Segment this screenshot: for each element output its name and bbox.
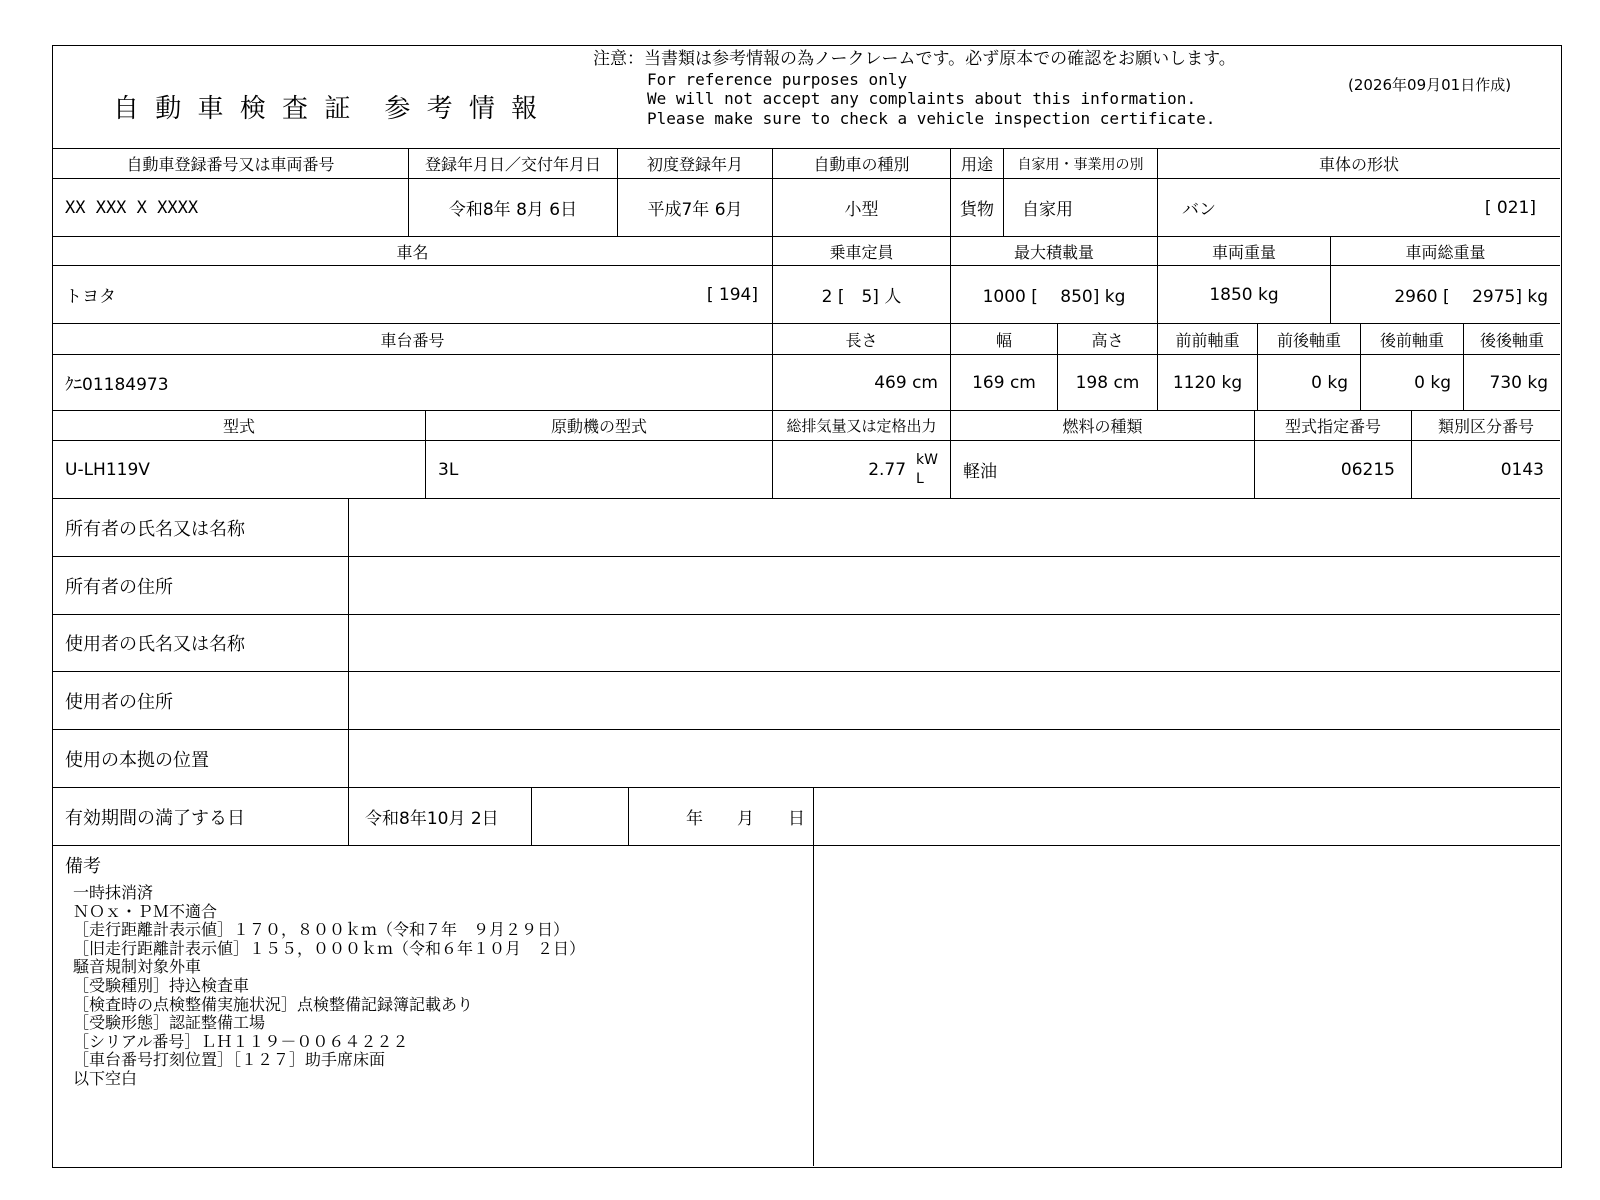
label-weight: 車両重量 [1158,237,1331,266]
max-load: 1000 [ 850] kg [951,266,1158,324]
expiry-ymd: 年 月 日 [629,788,814,846]
length: 469 cm [773,355,951,411]
remarks-right-blank [814,846,1560,1166]
remarks-line: ［検査時の点検整備実施状況］点検整備記録簿記載あり [73,994,474,1014]
owner-name-value [349,499,1560,557]
label-owner-name: 所有者の氏名又は名称 [53,499,349,557]
label-capacity: 乗車定員 [773,237,951,266]
body-shape-name: バン [1182,200,1216,220]
label-rf-axle: 後前軸重 [1361,324,1464,355]
reg-number: XX XXX X XXXX [53,179,409,237]
rf-axle: 0 kg [1361,355,1464,411]
displacement-value: 2.77 [868,459,907,480]
remarks-list [73,884,585,1089]
remarks-line: 騒音規制対象外車 [73,957,202,977]
unit-l: L [916,470,924,487]
remarks-line: 一時抹消済 [73,883,154,902]
car-name [53,266,773,324]
vehicle-type: 小型 [773,179,951,237]
created-date: (2026年09月01日作成) [1348,76,1512,94]
label-first-reg: 初度登録年月 [618,149,773,179]
model: U-LH119V [53,441,426,499]
label-engine: 原動機の型式 [426,411,773,441]
label-owner-address: 所有者の住所 [53,557,349,615]
body-shape-code: [ 021] [1484,197,1536,218]
expiry-date: 令和8年10月 2日 [349,788,532,846]
header-block [53,46,1560,149]
label-body-shape: 車体の形状 [1158,149,1560,179]
chassis-number: ｸﾆ01184973 [53,355,773,411]
body-shape [1158,179,1560,237]
width: 169 cm [951,355,1058,411]
unit-kw: kW [916,451,938,468]
rr-axle: 730 kg [1464,355,1560,411]
remarks-block [53,846,814,1166]
height: 198 cm [1058,355,1158,411]
remarks-line: 以下空白 [73,1068,138,1088]
user-name-value [349,615,1560,672]
displacement-unit [916,451,938,489]
displacement [773,441,951,499]
label-fr-axle: 前後軸重 [1258,324,1361,355]
label-car-name: 車名 [53,237,773,266]
label-chassis: 車台番号 [53,324,773,355]
engine-model: 3L [426,441,773,499]
remarks-line: ＮＯｘ・ＰＭ不適合 [73,901,218,921]
label-max-load: 最大積載量 [951,237,1158,266]
fuel-type: 軽油 [951,441,1255,499]
model-designation-number: 06215 [1255,441,1412,499]
label-category: 類別区分番号 [1412,411,1560,441]
label-private-business: 自家用・事業用の別 [1004,149,1158,179]
label-length: 長さ [773,324,951,355]
notice-english-1: For reference purposes only [647,69,908,89]
notice-block [593,50,1236,128]
remarks-line: ［旧走行距離計表示値］１５５，０００ｋｍ（令和６年１０月 ２日） [73,938,586,958]
remarks-line: ［受験形態］認証整備工場 [73,1013,266,1033]
car-name-code: [ 194] [706,284,758,305]
expiry-extra [814,788,1560,846]
label-model-designation: 型式指定番号 [1255,411,1412,441]
label-user-address: 使用者の住所 [53,672,349,730]
label-width: 幅 [951,324,1058,355]
base-location-value [349,730,1560,788]
remarks-title: 備考 [65,856,101,877]
user-address-value [349,672,1560,730]
remarks-line: ［受験種別］持込検査車 [73,975,250,995]
notice-english-2: We will not accept any complaints about this information. [647,89,1197,108]
capacity: 2 [ 5] 人 [773,266,951,324]
label-base-location: 使用の本拠の位置 [53,730,349,788]
private-business: 自家用 [1004,179,1158,237]
label-rr-axle: 後後軸重 [1464,324,1560,355]
notice-japanese: 注意：当書類は参考情報の為ノークレームです。必ず原本での確認をお願いします。 [593,49,1236,69]
remarks-line: ［走行距離計表示値］１７０，８００ｋｍ（令和７年 ９月２９日） [73,920,570,940]
owner-address-value [349,557,1560,615]
reg-date: 令和8年 8月 6日 [409,179,618,237]
category-number: 0143 [1412,441,1560,499]
label-ff-axle: 前前軸重 [1158,324,1258,355]
label-expiry: 有効期間の満了する日 [53,788,349,846]
first-reg: 平成7年 6月 [618,179,773,237]
label-reg-date: 登録年月日／交付年月日 [409,149,618,179]
label-reg-number: 自動車登録番号又は車両番号 [53,149,409,179]
vehicle-use: 貨物 [951,179,1004,237]
vehicle-weight: 1850 kg [1158,266,1331,324]
label-gross-weight: 車両総重量 [1331,237,1560,266]
car-name-value: トヨタ [65,287,116,307]
label-use: 用途 [951,149,1004,179]
label-height: 高さ [1058,324,1158,355]
remarks-line: ［シリアル番号］ＬＨ１１９－００６４２２２ [73,1031,409,1051]
label-fuel: 燃料の種類 [951,411,1255,441]
remarks-line: ［車台番号打刻位置］［１２７］助手席床面 [73,1050,386,1070]
gross-weight: 2960 [ 2975] kg [1331,266,1560,324]
label-displacement: 総排気量又は定格出力 [773,411,951,441]
ff-axle: 1120 kg [1158,355,1258,411]
label-model: 型式 [53,411,426,441]
notice-english-3: Please make sure to check a vehicle inspection certificate. [647,108,1216,128]
fr-axle: 0 kg [1258,355,1361,411]
document-title: 自 動 車 検 査 証 参 考 情 報 [113,94,542,124]
label-user-name: 使用者の氏名又は名称 [53,615,349,672]
expiry-blank [532,788,629,846]
certificate-frame [52,45,1562,1168]
label-vehicle-type: 自動車の種別 [773,149,951,179]
